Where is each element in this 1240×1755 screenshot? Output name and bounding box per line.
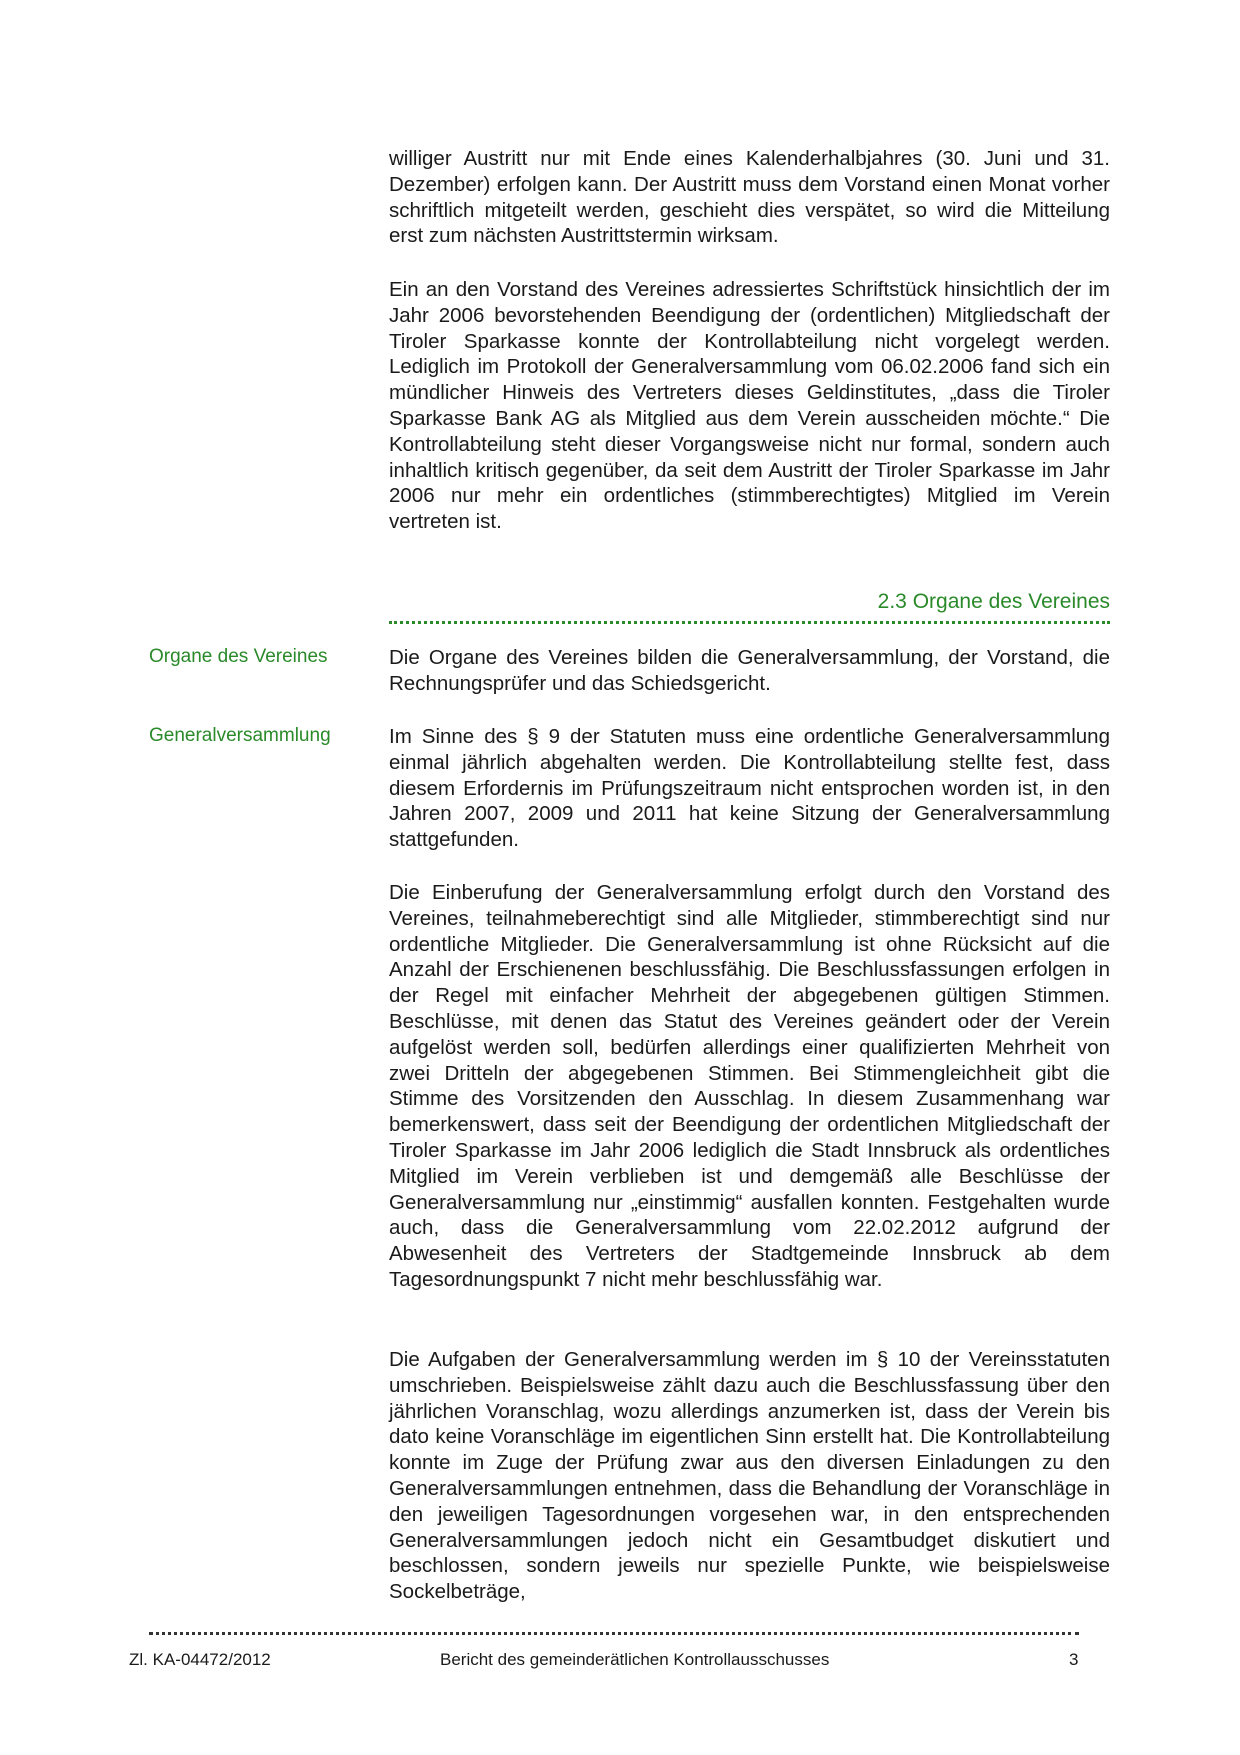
section-heading: 2.3 Organe des Vereines xyxy=(877,590,1110,613)
paragraph-aufgaben: Die Aufgaben der Generalversammlung werden im § 10 der Vereinsstatuten umschrieben. Beispielsweise zählt dazu auch die Beschlussfassung über den jährlichen Voranschlag, wozu allerdings anzumerken ist, dass der Verein bis dato keine Voranschläge im eigentlichen Sinn erstellt hat. Die Kontrollabteilung konnte im Zuge der Prüfung zwar aus den diversen Einladungen zu den Generalversammlungen entnehmen, dass die Behandlung der Voranschläge in den jeweiligen Tagesordnungen vorgesehen war, in den entsprechenden Generalversammlungen jedoch nicht ein Gesamtbudget diskutiert und beschlossen, sondern jeweils nur spezielle Punkte, wie beispielsweise Sockelbeträge, xyxy=(389,1348,1110,1604)
paragraph-einberufung: Die Einberufung der Generalversammlung erfolgt durch den Vorstand des Vereines, teilnahmeberechtigt sind alle Mitglieder, stimmberechtigt sind nur ordentliche Mitglieder. Die Generalversammlung ist ohne Rücksicht auf die Anzahl der Erschienenen beschlussfähig. Die Beschlussfassungen erfolgen in der Regel mit einfacher Mehrheit der abgegebenen gültigen Stimmen. Beschlüsse, mit denen das Statut des Vereines geändert oder der Verein aufgelöst werden soll, bedürfen allerdings einer qualifizierten Mehrheit von zwei Dritteln der abgegebenen Stimmen. Bei Stimmengleichheit gibt die Stimme des Vorsitzenden den Ausschlag. In diesem Zusammenhang war bemerkenswert, dass seit der Beendigung der ordentlichen Mitgliedschaft der Tiroler Sparkasse im Jahr 2006 lediglich die Stadt Innsbruck als ordentliches Mitglied im Verein verblieben ist und demgemäß alle Beschlüsse der Generalversammlung nur „einstimmig“ ausfallen konnten. Festgehalten wurde auch, dass die Generalversammlung vom 22.02.2012 aufgrund der Abwesenheit des Vertreters der Stadtgemeinde Innsbruck ab dem Tagesordnungspunkt 7 nicht mehr beschlussfähig war. xyxy=(389,881,1110,1291)
footer-reference: Zl. KA-04472/2012 xyxy=(129,1650,271,1669)
paragraph-statuten: Im Sinne des § 9 der Statuten muss eine ordentliche Generalversammlung einmal jährlich abgehalten werden. Die Kontrollabteilung stellte fest, dass diesem Erfordernis im Prüfungszeitraum nicht entsprochen worden ist, in den Jahren 2007, 2009 und 2011 hat keine Sitzung der Generalversammlung stattgefunden. xyxy=(389,725,1110,852)
footer-title: Bericht des gemeinderätlichen Kontrollausschusses xyxy=(440,1650,830,1669)
paragraph-organe: Die Organe des Vereines bilden die Generalversammlung, der Vorstand, die Rechnungsprüfer und das Schiedsgericht. xyxy=(389,646,1110,695)
paragraph-schriftstueck: Ein an den Vorstand des Vereines adressiertes Schriftstück hinsichtlich der im Jahr 2006 bevorstehenden Beendigung der (ordentlichen) Mitgliedschaft der Tiroler Sparkasse konnte der Kontrollabteilung nicht vorgelegt werden. Lediglich im Protokoll der Generalversammlung vom 06.02.2006 fand sich ein mündlicher Hinweis des Vertreters dieses Geldinstitutes, „dass die Tiroler Sparkasse Bank AG als Mitglied aus dem Verein ausscheiden möchte.“ Die Kontrollabteilung steht dieser Vorgangsweise nicht nur formal, sondern auch inhaltlich kritisch gegenüber, da seit dem Austritt der Tiroler Sparkasse im Jahr 2006 nur mehr ein ordentliches (stimmberechtigtes) Mitglied im Verein vertreten ist. xyxy=(389,278,1110,534)
section-divider xyxy=(389,621,1110,624)
page-number: 3 xyxy=(1069,1650,1079,1669)
footer-divider xyxy=(149,1632,1079,1635)
margin-note-organe: Organe des Vereines xyxy=(149,646,328,667)
paragraph-austritt: williger Austritt nur mit Ende eines Kalenderhalbjahres (30. Juni und 31. Dezember) erfolgen kann. Der Austritt muss dem Vorstand einen Monat vorher schriftlich mitgeteilt werden, geschieht dies verspätet, so wird die Mitteilung erst zum nächsten Austrittstermin wirksam. xyxy=(389,147,1110,248)
margin-note-generalversammlung: Generalversammlung xyxy=(149,725,331,746)
